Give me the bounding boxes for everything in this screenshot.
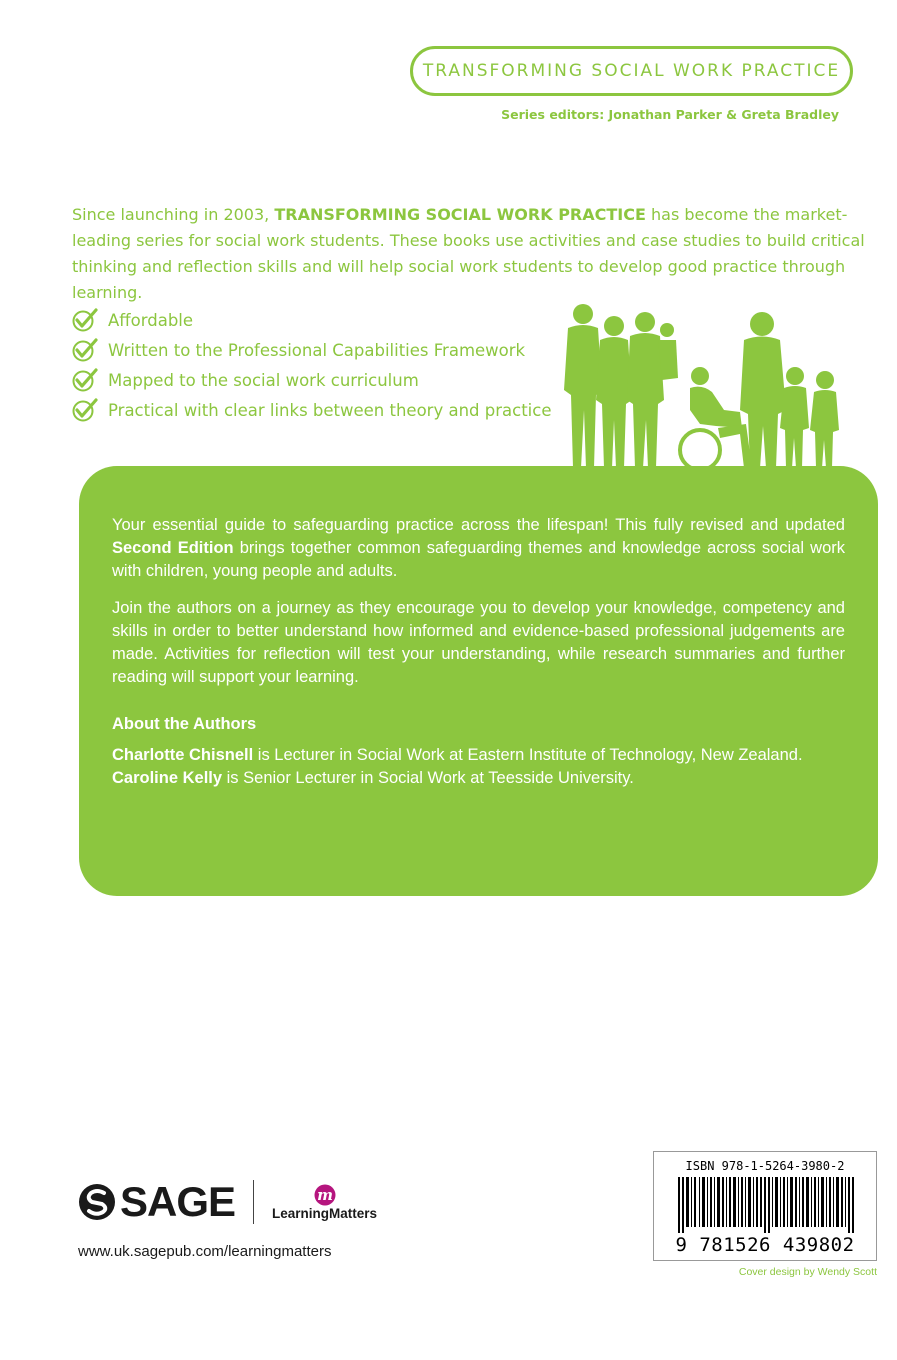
feature-item bbox=[72, 365, 551, 395]
blurb-paragraph-2: Join the authors on a journey as they encourage you to develop your knowledge, competency and skills in order to better understand how informed and evidence-based professional judgements are made. Activities for reflection will test your understanding, while research summaries and further reading will support your learning. bbox=[112, 599, 845, 686]
barcode-bars bbox=[678, 1177, 854, 1233]
blurb-p1-a: Your essential guide to safeguarding practice across the lifespan! This fully revised and updated bbox=[112, 516, 845, 534]
feature-item bbox=[72, 395, 551, 425]
isbn-label: ISBN 978-1-5264-3980-2 bbox=[685, 1159, 845, 1173]
blurb-paragraph-1 bbox=[112, 514, 845, 583]
imprint-matters: Matters bbox=[329, 1205, 378, 1221]
learning-matters-m-icon bbox=[313, 1184, 337, 1206]
isbn-digits: 9 781526 439802 bbox=[675, 1234, 855, 1256]
intro-lead: Since launching in 2003, bbox=[72, 205, 275, 224]
blurb-edition: Second Edition bbox=[112, 539, 234, 557]
feature-label: Mapped to the social work curriculum bbox=[108, 370, 419, 390]
checkmark-icon bbox=[72, 338, 98, 362]
intro-rest: has become the market-leading series for social work students. These books use activities and case studies to build critical thinking and reflection skills and will help social work students to develop good practice through learning. bbox=[72, 205, 865, 302]
checkmark-icon bbox=[72, 398, 98, 422]
checkmark-icon bbox=[72, 308, 98, 332]
feature-item bbox=[72, 335, 551, 365]
author-description: is Lecturer in Social Work at Eastern Institute of Technology, New Zealand. bbox=[253, 746, 803, 764]
authors-block bbox=[112, 744, 845, 790]
sage-wordmark: SAGE bbox=[120, 1178, 236, 1225]
people-silhouettes-illustration bbox=[550, 300, 850, 472]
feature-list bbox=[72, 305, 551, 425]
author-line bbox=[112, 767, 845, 790]
series-title: TRANSFORMING SOCIAL WORK PRACTICE bbox=[422, 61, 841, 81]
blurb-p1-b: brings together common safeguarding themes and knowledge across social work with children, young people and adults. bbox=[112, 539, 845, 580]
sage-logo-icon bbox=[78, 1182, 116, 1222]
author-name: Caroline Kelly bbox=[112, 769, 223, 787]
author-line bbox=[112, 744, 845, 767]
feature-label: Affordable bbox=[108, 310, 194, 330]
about-authors-heading: About the Authors bbox=[112, 715, 257, 733]
publisher-url: www.uk.sagepub.com/learningmatters bbox=[78, 1243, 332, 1260]
series-editors: Series editors: Jonathan Parker & Greta Bradley bbox=[501, 107, 839, 122]
learning-matters-wordmark bbox=[272, 1206, 377, 1221]
isbn-barcode bbox=[653, 1151, 877, 1261]
description-panel bbox=[79, 466, 878, 896]
feature-label: Practical with clear links between theory and practice bbox=[108, 400, 552, 420]
learning-matters-logo bbox=[272, 1184, 377, 1221]
author-name: Charlotte Chisnell bbox=[112, 746, 254, 764]
author-description: is Senior Lecturer in Social Work at Teesside University. bbox=[222, 769, 634, 787]
intro-series-name: TRANSFORMING SOCIAL WORK PRACTICE bbox=[274, 205, 646, 224]
logo-divider bbox=[253, 1180, 254, 1224]
imprint-learning: Learning bbox=[272, 1205, 330, 1221]
feature-label: Written to the Professional Capabilities Framework bbox=[108, 340, 526, 360]
feature-item bbox=[72, 305, 551, 335]
intro-paragraph bbox=[72, 202, 872, 306]
publisher-logos bbox=[78, 1178, 377, 1226]
checkmark-icon bbox=[72, 368, 98, 392]
svg-text:m: m bbox=[316, 1185, 333, 1204]
series-title-box bbox=[410, 46, 853, 96]
cover-design-credit: Cover design by Wendy Scott bbox=[738, 1266, 877, 1278]
